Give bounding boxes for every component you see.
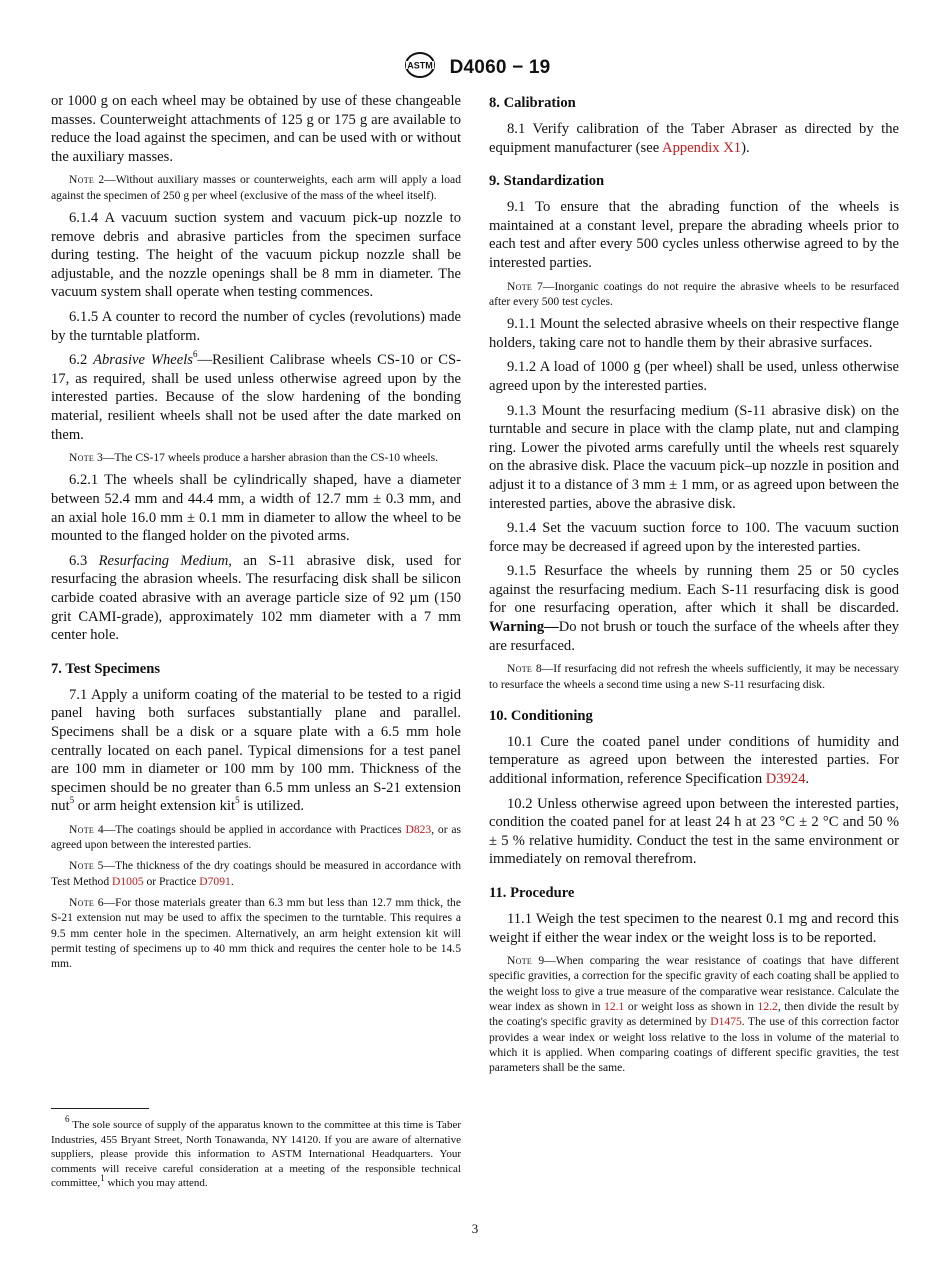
- note-5: Note 5—The thickness of the dry coatings should be measured in accordance with Test Method D1005 or Practice D7091.: [51, 859, 461, 888]
- link-d1005[interactable]: D1005: [112, 874, 144, 888]
- right-column: [489, 92, 899, 1082]
- paragraph-continued: or 1000 g on each wheel may be obtained by use of these changeable masses. Counterweight attachments of 125 g or 175 g are available to reduce the load against the specimen, and can be used with or without the auxiliary masses.: [51, 93, 461, 165]
- link-d3924[interactable]: D3924: [765, 771, 806, 788]
- note-3: Note 3—The CS-17 wheels produce a harsher abrasion than the CS-10 wheels.: [69, 451, 438, 465]
- paragraph-9-1: 9.1 To ensure that the abrading function of the wheels is maintained at a constant level, prepare the abrading wheels prior to each test and after every 500 cycles unless otherwise agreed to by the interested parties.: [489, 199, 899, 271]
- paragraph-6-3: 6.3 Resurfacing Medium, an S-11 abrasive disk, used for resurfacing the abrasion wheels. The resurfacing disk shall be silicon carbide coated abrasive with an average particle size of 92 µm (150 grit CAMI-grade), approximately 102 mm diameter with a 7 mm center hole.: [51, 552, 462, 644]
- footnote-6: $^6$ The sole source of supply of the apparatus known to the committee at this time is Taber Industries, 455 Bryant Street, North Tonawanda, NY 14120. If you are aware of alternative suppliers, please provide this information to ASTM International Headquarters. Your comments will receive careful consideration at a meeting of the responsible technical committee,$^1$ which you may attend.: [51, 1114, 461, 1190]
- section-8-heading: 8. Calibration: [489, 95, 576, 111]
- note-9: Note 9—When comparing the wear resistance of coatings that have different specific gravities, a correction for the specific gravity of each coating shall be applied to the weight loss to give a true measure of the comparative wear resistance. Calculate the wear index as shown in 12.1 or weight loss as shown in 12.2, then divide the result by the coating's specific gravity as determined by D1475. The use of this correction factor provides a wear index or weight loss relative to the loss in volume of the material to which it is applied. When comparing coatings of different specific gravities, the test parameters shall be the same.: [489, 954, 900, 1075]
- astm-logo-icon: [400, 50, 440, 85]
- paragraph-9-1-4: 9.1.4 Set the vacuum suction force to 100. The vacuum suction force may be decreased if agreed upon by the interested parties.: [489, 520, 899, 555]
- link-d7091[interactable]: D7091: [199, 874, 231, 888]
- paragraph-10-1: 10.1 Cure the coated panel under conditions of humidity and temperature as agreed upon between the interested parties. For additional information, reference Specification D3924.: [489, 733, 899, 788]
- link-12-1[interactable]: 12.1: [604, 1000, 625, 1014]
- paragraph-11-1: 11.1 Weigh the test specimen to the nearest 0.1 mg and record this weight if either the wear index or the weight loss is to be reported.: [489, 911, 899, 946]
- note-2: Note 2—Without auxiliary masses or counterweights, each arm will apply a load against the specimen of 250 g per wheel (exclusive of the mass of the wheel itself).: [51, 173, 461, 202]
- note-4: Note 4—The coatings should be applied in accordance with Practices D823, or as agreed upon between the interested parties.: [51, 822, 461, 852]
- link-appendix-x1[interactable]: Appendix X1: [662, 139, 742, 156]
- paragraph-6-2-1: 6.2.1 The wheels shall be cylindrically shaped, have a diameter between 52.4 mm and 44.4 mm, a width of 12.7 mm ± 0.3 mm, and an axial hole 16.0 mm ± 0.1 mm in diameter to allow the wheel to be mounted to the flanged holder on the pivoted arms.: [51, 472, 461, 545]
- paragraph-9-1-3: 9.1.3 Mount the resurfacing medium (S-11 abrasive disk) on the turntable and secure in place with the clamp plate, nut and clamping ring. Lower the pivoted arms carefully until the wheels rest squarely on the abrasive disk. Place the vacuum pick–up nozzle in position and adjust it to a distance of 3 mm ± 1 mm, or as agreed upon between the interested parties, above the abrasive disk.: [489, 402, 899, 512]
- paragraph-6-1-4: 6.1.4 A vacuum suction system and vacuum pick-up nozzle to remove debris and abrasive particles from the specimen surface during testing. The height of the vacuum pickup nozzle shall be adjustable, and the nozzle openings shall be 8 mm in diameter. The vacuum system shall operate when testing commences.: [51, 209, 461, 301]
- paragraph-9-1-5: 9.1.5 Resurface the wheels by running them 25 or 50 cycles against the resurfacing medium. Each S-11 resurfacing disk is good for one resurfacing operation, after which it shall be discarded. Warning—Do not brush or touch the surface of the wheels after they are resurfaced.: [489, 563, 899, 654]
- svg-text:ASTM: ASTM: [406, 60, 433, 71]
- link-12-2[interactable]: 12.2: [757, 1000, 778, 1014]
- paragraph-10-2: 10.2 Unless otherwise agreed upon between the interested parties, condition the coated panel for at least 24 h at 23 °C ± 2 °C and 50 % ± 5 % relative humidity. Conduct the test in the same environment or immediately on removal therefrom.: [489, 795, 899, 868]
- standard-designation: D4060 − 19: [449, 56, 551, 78]
- page-number: 3: [471, 1221, 479, 1236]
- left-column: [51, 92, 461, 978]
- section-11-heading: 11. Procedure: [489, 885, 575, 901]
- paragraph-9-1-2: 9.1.2 A load of 1000 g (per wheel) shall be used, unless otherwise agreed upon by the interested parties.: [489, 359, 899, 394]
- note-8: Note 8—If resurfacing did not refresh the wheels sufficiently, it may be necessary to resurface the wheels a second time using a new S-11 resurfacing disk.: [489, 662, 899, 691]
- page-header: [0, 50, 950, 85]
- section-9-heading: 9. Standardization: [489, 173, 605, 190]
- paragraph-6-1-5: 6.1.5 A counter to record the number of cycles (revolutions) made by the turntable platform.: [51, 308, 461, 344]
- paragraph-8-1: 8.1 Verify calibration of the Taber Abraser as directed by the equipment manufacturer (see Appendix X1).: [489, 121, 899, 156]
- section-10-heading: 10. Conditioning: [489, 707, 593, 724]
- footnote-divider: [51, 1108, 149, 1109]
- link-d1475[interactable]: D1475: [710, 1015, 742, 1029]
- note-6: Note 6—For those materials greater than 6.3 mm but less than 12.7 mm thick, the S-21 extension nut may be used to affix the specimen to the turntable. This requires a 9.5 mm center hole in the specimen. Alternatively, an arm height extension kit will permit testing of specimens up to 40 mm thick and requires the center hole to be 14.5 mm.: [51, 896, 461, 971]
- section-7-heading: 7. Test Specimens: [51, 660, 161, 677]
- paragraph-9-1-1: 9.1.1 Mount the selected abrasive wheels on their respective flange holders, taking care not to handle them by their abrasive surfaces.: [489, 316, 899, 351]
- link-d823[interactable]: D823: [405, 822, 432, 836]
- note-7: Note 7—Inorganic coatings do not require the abrasive wheels to be resurfaced after every 500 test cycles.: [489, 279, 899, 308]
- paragraph-6-2: 6.2 Abrasive Wheels$^6$—Resilient Calibrase wheels CS-10 or CS-17, as required, shall be used unless otherwise agreed upon by the interested parties. Because of the slow hardening of the bonding material, resilient wheels shall not be used after the date marked on them.: [51, 349, 461, 443]
- paragraph-7-1: 7.1 Apply a uniform coating of the material to be tested to a rigid panel having both surfaces substantially plane and parallel. Specimens shall be a disk or a square plate with a 6.5 mm hole centrally located on each panel. Typical dimensions for a test panel are 100 mm in diameter or 100 mm by 100 mm. Thickness of the specimen should be no greater than 6.5 mm unless an S-21 extension nut$^5$ or arm height extension kit$^5$ is utilized.: [51, 686, 461, 815]
